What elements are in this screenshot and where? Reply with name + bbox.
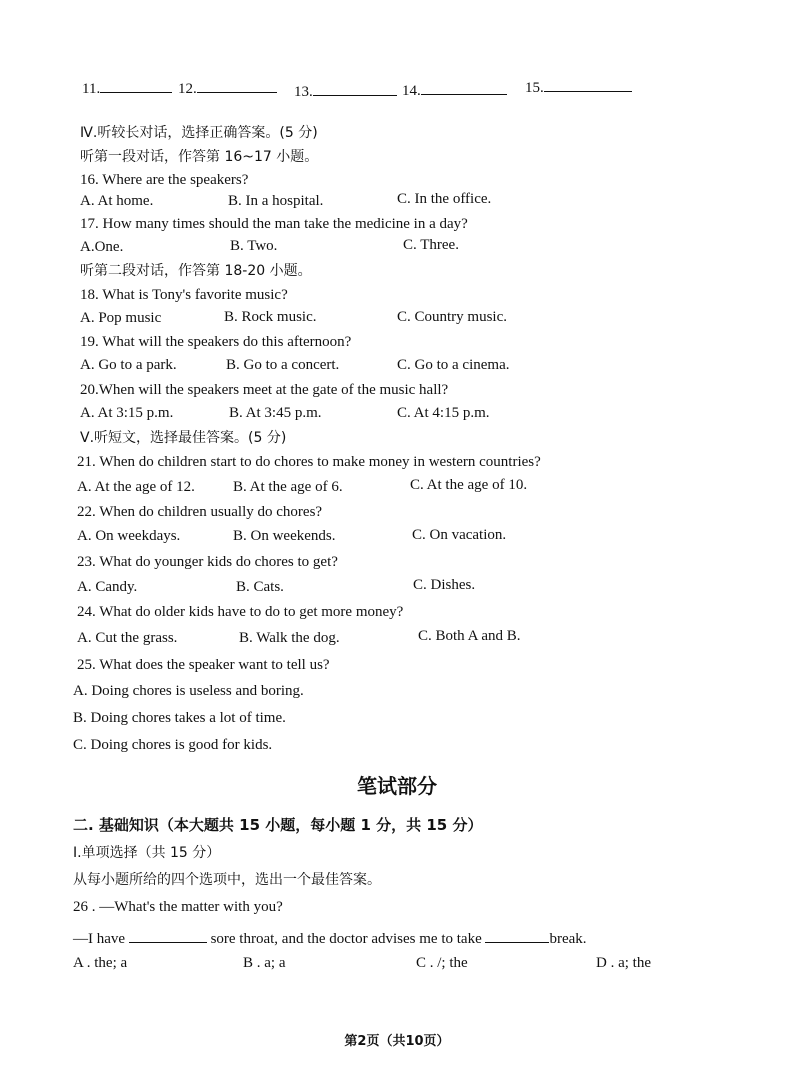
q19-option-b: B. Go to a concert. — [226, 357, 340, 373]
answer-blank-12: 12. — [178, 78, 277, 98]
q26-stem: 26 . —What's the matter with you? — [73, 899, 283, 915]
q24-option-c: C. Both A and B. — [418, 628, 521, 644]
dialog2-note: 听第二段对话，作答第 18-20 小题。 — [80, 263, 312, 279]
q26-reply-pre: —I have — [73, 931, 126, 947]
answer-blank-13: 13. — [294, 81, 397, 101]
q20-option-b: B. At 3:45 p.m. — [229, 405, 322, 421]
single-choice-heading: Ⅰ.单项选择（共 15 分） — [73, 845, 221, 861]
q25-option-c: C. Doing chores is good for kids. — [73, 737, 273, 753]
q26-reply — [73, 928, 587, 948]
q26-option-d: D . a; the — [596, 955, 651, 971]
q22-option-b: B. On weekends. — [233, 528, 336, 544]
q24-option-b: B. Walk the dog. — [239, 630, 340, 646]
q26-option-c: C . /; the — [416, 955, 468, 971]
q25-stem: 25. What does the speaker want to tell us? — [77, 657, 330, 673]
q17-option-c: C. Three. — [403, 237, 459, 253]
part5-header: Ⅴ.听短文，选择最佳答案。(5 分) — [80, 430, 287, 446]
q16-option-a: A. At home. — [80, 193, 154, 209]
q20-stem: 20.When will the speakers meet at the gate of the music hall? — [80, 382, 449, 398]
q26-option-a: A . the; a — [73, 955, 128, 971]
q18-option-b: B. Rock music. — [224, 309, 317, 325]
q26-blank-2 — [485, 928, 549, 943]
q17-stem: 17. How many times should the man take the medicine in a day? — [80, 216, 468, 232]
q23-stem: 23. What do younger kids do chores to get? — [77, 554, 338, 570]
answer-blank-11: 11. — [82, 78, 172, 98]
q21-option-b: B. At the age of 6. — [233, 479, 343, 495]
q17-option-a: A.One. — [80, 239, 124, 255]
q16-stem: 16. Where are the speakers? — [80, 172, 249, 188]
q24-stem: 24. What do older kids have to do to get more money? — [77, 604, 404, 620]
q26-option-b: B . a; a — [243, 955, 286, 971]
q18-option-a: A. Pop music — [80, 310, 162, 326]
q19-stem: 19. What will the speakers do this afternoon? — [80, 334, 352, 350]
q26-reply-mid: sore throat, and the doctor advises me to take — [210, 931, 482, 947]
answer-blank-14: 14. — [402, 80, 507, 100]
q20-option-a: A. At 3:15 p.m. — [80, 405, 174, 421]
q17-option-b: B. Two. — [230, 238, 278, 254]
section2-heading: 二. 基础知识（本大题共 15 小题，每小题 1 分，共 15 分） — [73, 816, 483, 834]
q23-option-b: B. Cats. — [236, 579, 284, 595]
q16-option-b: B. In a hospital. — [228, 193, 324, 209]
q23-option-a: A. Candy. — [77, 579, 138, 595]
q21-stem: 21. When do children start to do chores to make money in western countries? — [77, 454, 541, 470]
q18-stem: 18. What is Tony's favorite music? — [80, 287, 288, 303]
q20-option-c: C. At 4:15 p.m. — [397, 405, 490, 421]
q21-option-c: C. At the age of 10. — [410, 477, 528, 493]
q19-option-a: A. Go to a park. — [80, 357, 177, 373]
answer-blanks-row — [82, 78, 642, 98]
q22-option-a: A. On weekdays. — [77, 528, 181, 544]
q26-blank-1 — [129, 928, 207, 943]
q24-option-a: A. Cut the grass. — [77, 630, 178, 646]
q26-reply-post: break. — [549, 931, 587, 947]
answer-blank-15: 15. — [525, 77, 632, 97]
q25-option-b: B. Doing chores takes a lot of time. — [73, 710, 286, 726]
q23-option-c: C. Dishes. — [413, 577, 476, 593]
instruction-text: 从每小题所给的四个选项中，选出一个最佳答案。 — [73, 872, 381, 888]
page-footer: 第2页（共10页） — [344, 1034, 450, 1049]
q22-stem: 22. When do children usually do chores? — [77, 504, 323, 520]
dialog1-note: 听第一段对话，作答第 16~17 小题。 — [80, 149, 319, 165]
q18-option-c: C. Country music. — [397, 309, 508, 325]
q19-option-c: C. Go to a cinema. — [397, 357, 510, 373]
q22-option-c: C. On vacation. — [412, 527, 507, 543]
q21-option-a: A. At the age of 12. — [77, 479, 195, 495]
part4-header: Ⅳ.听较长对话，选择正确答案。(5 分) — [80, 125, 318, 141]
q16-option-c: C. In the office. — [397, 191, 492, 207]
q25-option-a: A. Doing chores is useless and boring. — [73, 683, 304, 699]
written-part-title: 笔试部分 — [357, 774, 437, 798]
